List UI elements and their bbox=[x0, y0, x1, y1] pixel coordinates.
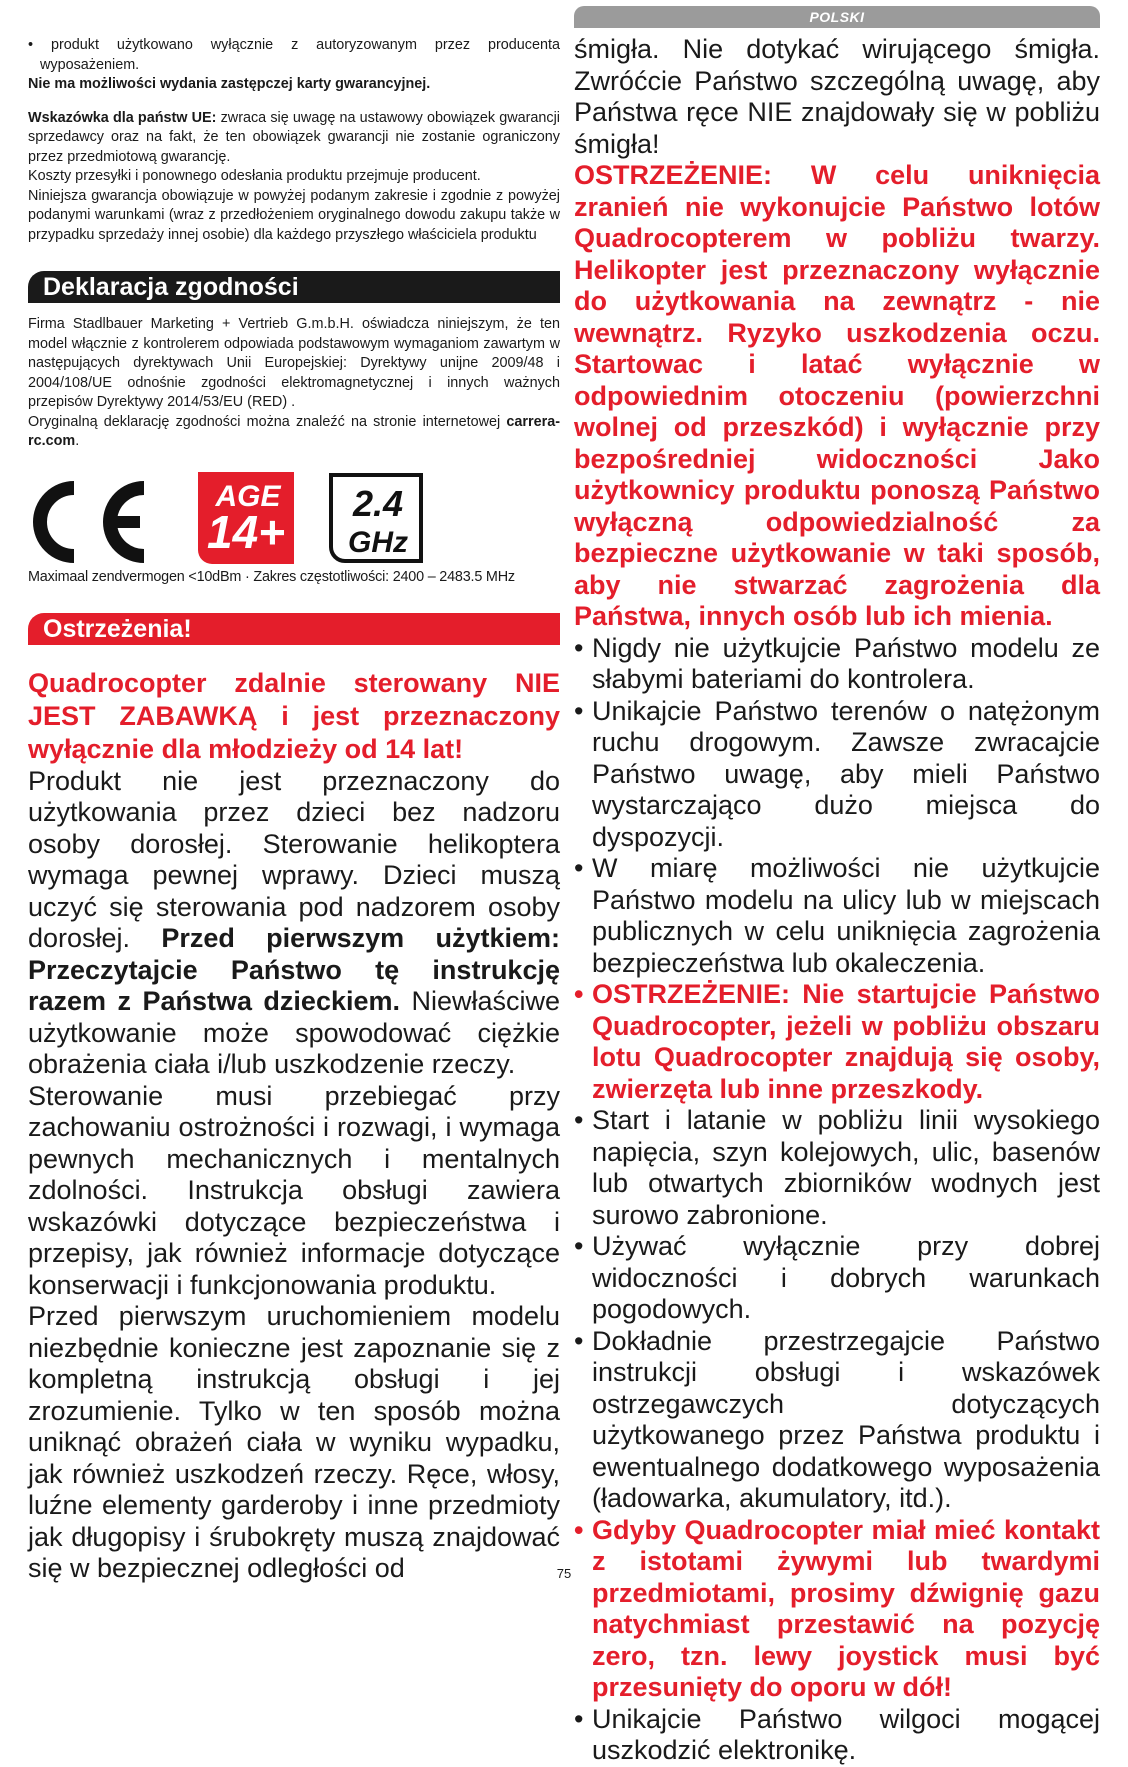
list-item-text: Unikajcie Państwo terenów o natężonym ruchu drogowym. Zawsze zwracajcie Państwo uwagę, aby mieli Państwo wystarczająco dużo miejsca do dyspozycji. bbox=[592, 695, 1100, 852]
warnings-heading: Ostrzeżenia! bbox=[28, 613, 560, 645]
no-replacement-note bbox=[28, 75, 560, 95]
bullet-dot: • bbox=[574, 1514, 584, 1545]
list-item bbox=[574, 853, 1100, 979]
list-item-text: OSTRZEŻENIE: Nie startujcie Państwo Quadrocopter, jeżeli w pobliżu obszaru lotu Quadrocopter znajdują się osoby, zwierzęta lub inne przeszkody. bbox=[592, 979, 1100, 1104]
list-item bbox=[574, 1326, 1100, 1515]
paragraph-1-bold: Przed pierwszym użytkiem: Przeczytajcie Państwo tę instrukcję razem z Państwa dzieckiem. bbox=[28, 923, 560, 1016]
list-item-text: Używać wyłącznie przy dobrej widoczności i dobrych warunkach pogodowych. bbox=[592, 1231, 1100, 1324]
warning-block: OSTRZEŻENIE: W celu uniknięcia zranień nie wykonujcie Państwo lotów Quadrocopterem w pobliżu twarzy. Helikopter jest przeznaczony wyłącznie do użytkowania na zewnątrz - nie wewnątrz. Ryzyko uszkodzenia oczu. Startowac i latać wyłącznie w odpowiednim otoczeniu (powierzchni wolnej od przeszkód) i wyłącznie przy bezpośredniej widoczności Jako użytkownicy produktu ponoszą Państwo wyłączną odpowiedzialność za bezpieczne użytkowanie w taki sposób, aby nie stwarzać zagrożenia dla Państwa, innych osób lub ich mienia. bbox=[574, 160, 1100, 631]
paragraph-2: Sterowanie musi przebiegać przy zachowaniu ostrożności i rozwagi, i wymaga pewnych mechanicznych i mentalnych zdolności. Instrukcja obsługi zawiera wskazówki dotyczące bezpieczeństwa i przepisy, jak również informacje dotyczące konserwacji i funkcjonowania produktu. bbox=[28, 1080, 560, 1300]
declaration-text: Firma Stadlbauer Marketing + Vertrieb G.m.b.H. oświadcza niniejszym, że ten model włącznie z kontrolerem odpowiada podstawowym wymaganiom zawartym w następujących dyrektywach Unii Europejskiej: Dyrektywy unijne 2009/48 i 2004/108/UE odnośnie zgodności elektromagnetycznej i innych ważnych przepisów Dyrektywy 2014/53/EU (RED) . bbox=[28, 316, 560, 410]
list-item bbox=[574, 1231, 1100, 1326]
declaration-online bbox=[28, 413, 560, 452]
bullet-dot: • bbox=[574, 979, 584, 1009]
eu-note bbox=[28, 109, 560, 168]
website-dot: . bbox=[75, 433, 80, 449]
list-item-text: Dokładnie przestrzegajcie Państwo instrukcji obsługi i wskazówek ostrzegawczych dotyczących użytkowanego przez Państwa produktu i ewentualnego dodatkowego wyposażenia (ładowarka, akumulatory, itd.). bbox=[592, 1325, 1100, 1513]
language-tab: POLSKI bbox=[574, 6, 1100, 28]
list-item bbox=[574, 1105, 1100, 1231]
list-item bbox=[574, 979, 1100, 1105]
freq-number: 2.4 bbox=[352, 482, 404, 524]
bullet-dot: • bbox=[574, 1325, 584, 1356]
ce-mark-icon bbox=[32, 480, 162, 564]
paragraph-1-c: Niewłaściwe użytkowanie może spowodować ciężkie obrażenia ciała i/lub uszkodzenie rzeczy. bbox=[28, 986, 560, 1079]
list-item bbox=[574, 633, 1100, 696]
eu-note-text: zwraca się uwagę na ustawowy obowiązek gwarancji sprzedawcy oraz na fakt, że ten obowiązek gwarancji nie zostanie ograniczony przez przedmiotową gwarancję. bbox=[28, 109, 560, 165]
age-14-plus-icon bbox=[198, 472, 294, 564]
paragraph-1 bbox=[28, 766, 560, 1081]
no-replacement-text: Nie ma możliwości wydania zastępczej karty gwarancyjnej. bbox=[28, 76, 431, 92]
list-item-text: W miarę możliwości nie użytkujcie Państwo modelu na ulicy lub w miejscach publicznych w celu uniknięcia zagrożenia bezpieczeństwa lub okaleczenia. bbox=[592, 853, 1100, 978]
eu-note-label: Wskazówka dla państw UE: bbox=[28, 109, 217, 126]
freq-unit: GHz bbox=[348, 525, 408, 559]
warranty-scope: Niniejsza gwarancja obowiązuje w powyżej podanym zakresie i zgodnie z powyżej podanymi warunkami (wraz z przedłożeniem oryginalnego dowodu zakupu także w przypadku sprzedaży innej osobie) dla każdego przyszłego właściciela produktu bbox=[28, 187, 560, 243]
left-column bbox=[28, 36, 560, 1585]
frequency-2-4-ghz-icon bbox=[328, 472, 424, 564]
warning-bullet-list bbox=[574, 633, 1100, 1767]
bullet-dot: • bbox=[574, 632, 584, 663]
continuation-text: śmigła. Nie dotykać wirującego śmigła. Zwróćcie Państwo szczególną uwagę, aby Państwa ręce NIE znajdowały się w pobliżu śmigła! bbox=[574, 34, 1100, 159]
frequency-line: Maximaal zendvermogen <10dBm · Zakres częstotliwości: 2400 – 2483.5 MHz bbox=[28, 568, 515, 585]
list-item-text: Nigdy nie użytkujcie Państwo modelu ze słabymi bateriami do kontrolera. bbox=[592, 632, 1100, 694]
bullet-dot: • bbox=[574, 1231, 584, 1261]
declaration-online-text: Oryginalną deklarację zgodności można znaleźć na stronie internetowej bbox=[28, 413, 507, 430]
list-item bbox=[574, 1515, 1100, 1704]
age-label: AGE bbox=[215, 479, 281, 513]
paragraph-1-a: Produkt nie jest przeznaczony do użytkowania przez dzieci bez nadzoru osoby dorosłej. Sterowanie helikoptera wymaga pewnej wprawy. Dzieci muszą uczyć się sterowania pod nadzorem osoby dorosłej. bbox=[28, 765, 560, 953]
list-item-text: Gdyby Quadrocopter miał mieć kontakt z istotami żywymi lub twardymi przedmiotami, prosimy dźwignię gazu natychmiast przestawić na pozycję zero, tzn. lewy joystick musi być przesunięty do oporu w dół! bbox=[592, 1514, 1100, 1702]
bullet-dot: • bbox=[574, 853, 584, 883]
intro-bullet: • produkt użytkowano wyłącznie z autoryzowanym przez producenta wyposażeniem. bbox=[28, 37, 560, 73]
list-item bbox=[574, 696, 1100, 854]
list-item bbox=[574, 1704, 1100, 1767]
warning-title: Quadrocopter zdalnie sterowany NIE JEST ZABAWKĄ i jest przeznaczony wyłącznie dla młodzieży od 14 lat! bbox=[28, 667, 560, 764]
declaration-heading: Deklaracja zgodności bbox=[28, 271, 560, 303]
paragraph-3: Przed pierwszym uruchomieniem modelu niezbędnie konieczne jest zapoznanie się z kompletną instrukcją obsługi i jej zrozumienie. Tylko w ten sposób można uniknąć obrażeń ciała w wyniku wypadku, jak również uszkodzeń rzeczy. Ręce, włosy, luźne elementy garderoby i inne przedmioty jak długopisy i śrubokręty muszą znajdować się w bezpiecznej odległości od bbox=[28, 1301, 560, 1583]
list-item-text: Start i latanie w pobliżu linii wysokiego napięcia, szyn kolejowych, ulic, basenów lub otwartych zbiorników wodnych jest surowo zabronione. bbox=[592, 1105, 1100, 1230]
shipping-costs: Koszty przesyłki i ponownego odesłania produktu przejmuje producent. bbox=[28, 168, 481, 184]
bullet-dot: • bbox=[574, 695, 584, 726]
website-link[interactable]: carrera-rc.com bbox=[28, 413, 560, 449]
bullet-dot: • bbox=[574, 1105, 584, 1135]
bullet-dot: • bbox=[574, 1703, 584, 1734]
page-number: 75 bbox=[556, 1566, 572, 1581]
list-item-text: Unikajcie Państwo wilgoci mogącej uszkodzić elektronikę. bbox=[592, 1703, 1100, 1765]
right-column bbox=[574, 34, 1100, 1767]
certification-logos bbox=[28, 466, 560, 566]
age-number: 14+ bbox=[206, 505, 286, 558]
